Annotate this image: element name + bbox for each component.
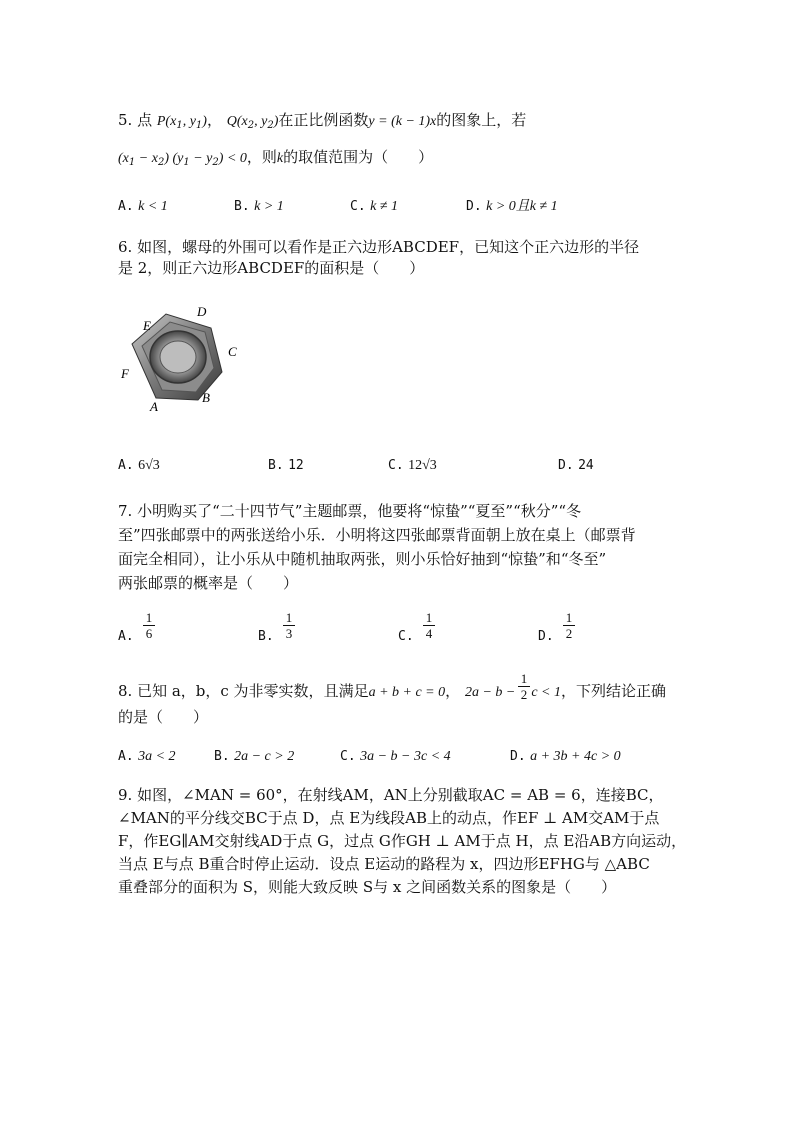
q6-option-d: D. 24 — [558, 458, 594, 473]
q9-line3: F，作EG∥AM交射线AD于点 G，过点 G作GH ⊥ AM于点 H，点 E沿AB方向运动， — [118, 832, 687, 850]
q6-line2: 是 2，则正六边形ABCDEF的面积是（ ） — [118, 259, 425, 277]
q8-half-fraction: 1 2 — [517, 672, 531, 701]
q7-option-d: D. — [538, 629, 554, 644]
q8-line2: 的是（ ） — [118, 708, 209, 726]
q9-line1: 9. 如图，∠MAN = 60°，在射线AM，AN上分别截取AC = AB = 6，连接BC， — [118, 786, 664, 804]
q5-option-d: D. k > 0且k ≠ 1 — [466, 199, 558, 214]
q8-line1: 8. 已知 a，b，c 为非零实数，且满足a + b + c = 0， 2a − b − c < 1，下列结论正确 — [118, 682, 667, 700]
q7-option-c-fraction: 1 4 — [422, 611, 436, 640]
q7-line1: 7. 小明购买了“二十四节气”主题邮票，他要将“惊蛰”“夏至”“秋分”“冬 — [118, 502, 582, 520]
q6-line1: 6. 如图，螺母的外围可以看作是正六边形ABCDEF，已知这个正六边形的半径 — [118, 238, 640, 256]
q7-option-b: B. — [258, 629, 274, 644]
vertex-label-f: F — [121, 366, 129, 381]
q8-option-c: C. 3a − b − 3c < 4 — [340, 749, 451, 764]
hex-nut-figure — [118, 300, 248, 415]
vertex-label-a: A — [150, 399, 158, 414]
q7-option-a-fraction: 1 6 — [142, 611, 156, 640]
q5-option-a: A. k < 1 — [118, 199, 168, 214]
q5-option-b: B. k > 1 — [234, 199, 284, 214]
vertex-label-e: E — [143, 318, 151, 333]
q8-option-a: A. 3a < 2 — [118, 749, 176, 764]
q9-line2: ∠MAN的平分线交BC于点 D，点 E为线段AB上的动点，作EF ⊥ AM交AM于点 — [118, 809, 660, 827]
q9-line4: 当点 E与点 B重合时停止运动．设点 E运动的路程为 x，四边形EFHG与 △ABC — [118, 855, 650, 873]
q7-option-d-fraction: 1 2 — [562, 611, 576, 640]
q7-option-c: C. — [398, 629, 414, 644]
q6-option-a: A. 6√3 — [118, 458, 160, 473]
vertex-label-c: C — [228, 344, 237, 359]
q6-option-c: C. 12√3 — [388, 458, 437, 473]
q5-option-c: C. k ≠ 1 — [350, 199, 399, 214]
q7-option-a: A. — [118, 629, 134, 644]
q9-line5: 重叠部分的面积为 S，则能大致反映 S与 x 之间函数关系的图象是（ ） — [118, 878, 617, 896]
q8-option-b: B. 2a − c > 2 — [214, 749, 295, 764]
q7-line4: 两张邮票的概率是（ ） — [118, 574, 299, 592]
q5-line2: $(x_1 - x_2) (y_1 - y_2) < 0$，则k的取值范围为（ ） — [118, 148, 434, 168]
vertex-label-d: D — [197, 304, 207, 319]
q7-line3: 面完全相同），让小乐从中随机抽取两张，则小乐恰好抽到“惊蛰”和“冬至” — [118, 550, 607, 568]
q5-line1: 5. 点 $P(x_1$, $y_1$)， $Q(x_2$, $y_2$)在正比例函数y = (k − 1)x的图象上，若 — [118, 111, 527, 131]
q8-option-d: D. a + 3b + 4c > 0 — [510, 749, 621, 764]
q6-option-b: B. 12 — [268, 458, 304, 473]
q7-option-b-fraction: 1 3 — [282, 611, 296, 640]
vertex-label-b: B — [202, 390, 210, 405]
q7-line2: 至”四张邮票中的两张送给小乐．小明将这四张邮票背面朝上放在桌上（邮票背 — [118, 526, 636, 544]
